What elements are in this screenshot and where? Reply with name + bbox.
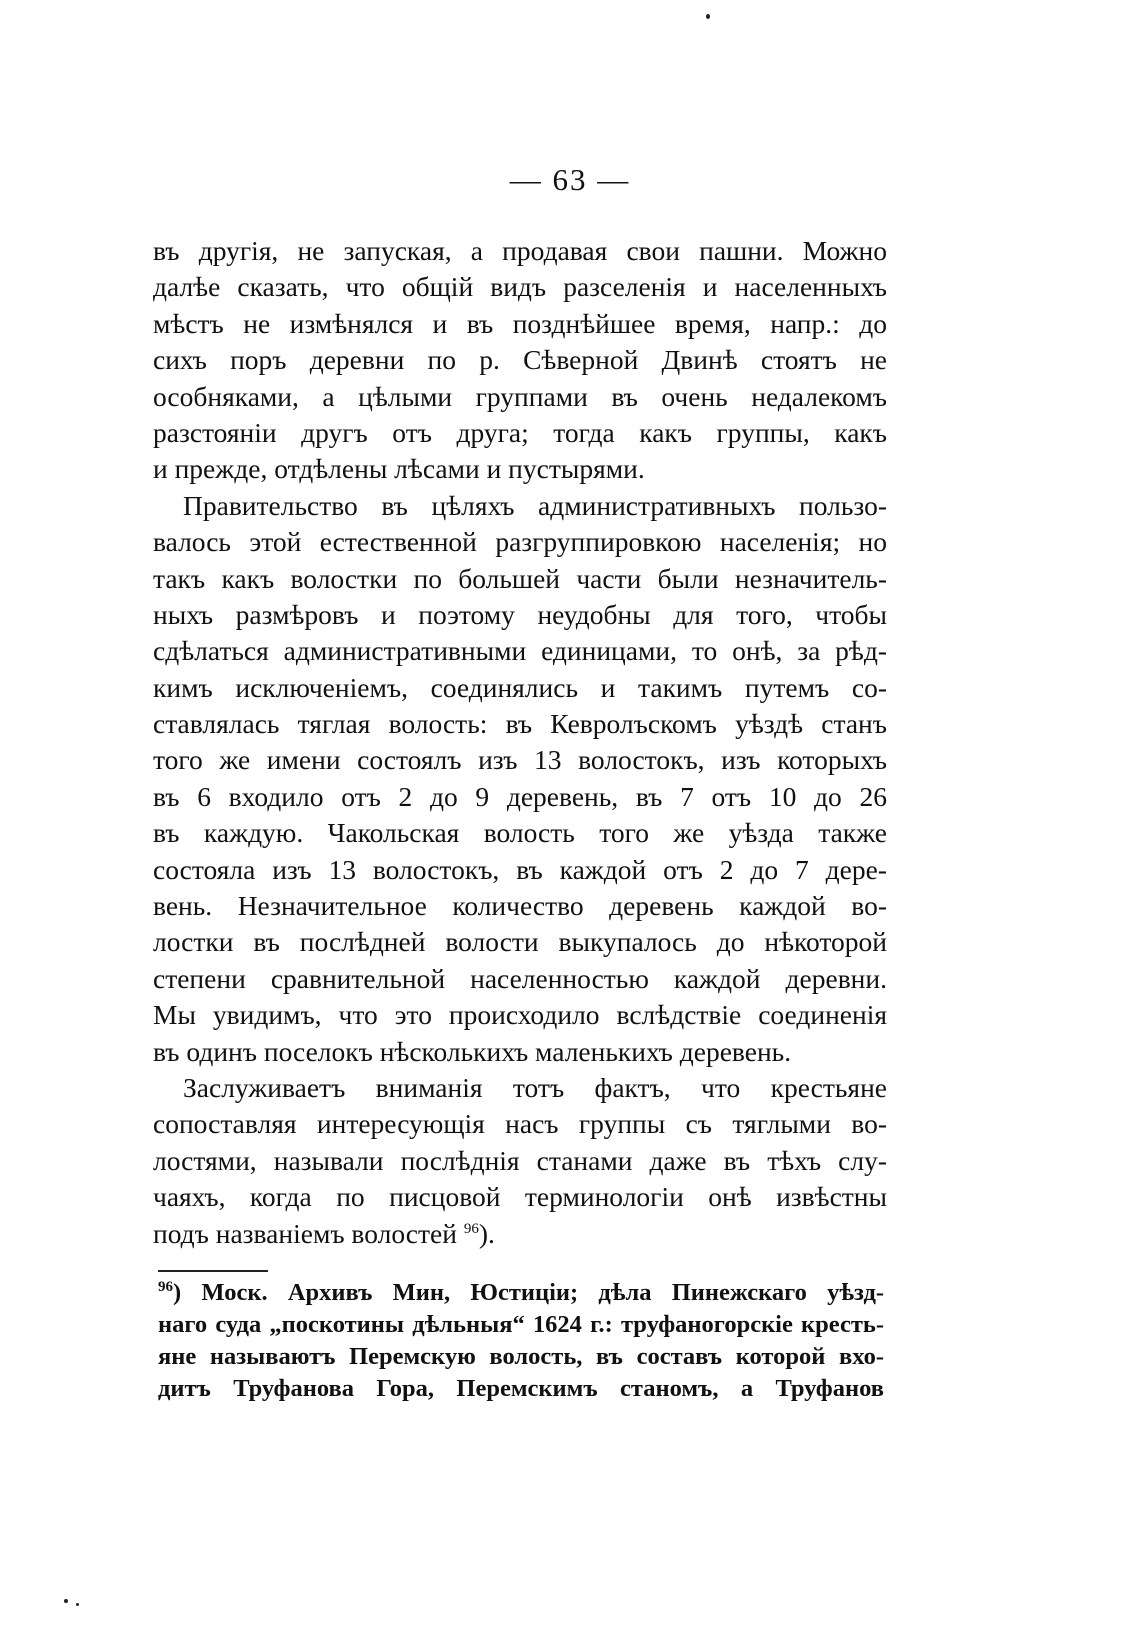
text-line: сопоставляя интересующія насъ группы съ тяглыми во- — [153, 1108, 887, 1140]
paragraph-1 — [153, 233, 887, 488]
text-line: лостки въ послѣдней волости выкупалось до нѣкоторой — [153, 926, 887, 958]
paragraph-2 — [153, 488, 887, 1070]
scan-speck — [706, 14, 710, 19]
text-line: сихъ поръ деревни по р. Сѣверной Двинѣ стоятъ не — [153, 344, 887, 376]
text-line: кимъ исключеніемъ, соединялись и такимъ путемъ со- — [153, 671, 887, 703]
text-line: того же имени состоялъ изъ 13 волостокъ, изъ которыхъ — [153, 744, 887, 776]
footnote-reference[interactable]: 96 — [463, 1220, 479, 1237]
text-line: такъ какъ волостки по большей части были незначитель- — [153, 562, 887, 594]
text-line: Заслуживаетъ вниманія тотъ фактъ, что крестьяне — [183, 1071, 887, 1103]
text-line: и прежде, отдѣлены лѣсами и пустырями. — [153, 453, 645, 485]
footnote-marker: 96 — [158, 1278, 173, 1295]
text-line — [153, 1216, 887, 1252]
text-line: разстояніи другъ отъ друга; тогда какъ группы, какъ — [153, 416, 887, 448]
text-line: лостями, называли послѣднія станами даже въ тѣхъ слу- — [153, 1144, 887, 1176]
text-line: въ другія, не запуская, а продавая свои пашни. Можно — [153, 235, 887, 266]
scan-speck — [76, 1603, 79, 1606]
text-line: вень. Незначительное количество деревень каждой во- — [153, 890, 887, 922]
page-number: — 63 — — [509, 162, 631, 197]
text-line: состояла изъ 13 волостокъ, въ каждой отъ 2 до 7 дере- — [153, 853, 887, 885]
footnote-marker-close: ) — [173, 1279, 182, 1306]
body-text — [153, 233, 887, 1252]
footnote-line: дитъ Труфанова Гора, Перемскимъ станомъ, а Труфанов — [158, 1375, 884, 1402]
footnote-line — [158, 1277, 884, 1309]
text-line: далѣе сказать, что общій видъ разселенія и населенныхъ — [153, 271, 887, 303]
text-line: мѣстъ не измѣнялся и въ позднѣйшее время, напр.: до — [153, 307, 887, 339]
paragraph-3 — [153, 1070, 887, 1252]
text-line: въ 6 входило отъ 2 до 9 деревень, въ 7 отъ 10 до 26 — [153, 780, 887, 812]
text-line: Правительство въ цѣляхъ административныхъ пользо- — [183, 489, 887, 521]
text-line: ставлялась тяглая волость: въ Кевролъскомъ уѣздѣ станъ — [153, 708, 887, 740]
text-fragment: подъ названіемъ волостей — [153, 1217, 457, 1249]
text-line: въ каждую. Чакольская волость того же уѣзда также — [153, 817, 887, 849]
footnote-line: наго суда „поскотины дѣльныя“ 1624 г.: труфаногорскіе кресть- — [158, 1311, 884, 1338]
text-fragment: ). — [478, 1217, 495, 1249]
text-line: сдѣлаться административными единицами, то онѣ, за рѣд- — [153, 635, 887, 667]
text-line: Мы увидимъ, что это происходило вслѣдствіе соединенія — [153, 999, 887, 1031]
text-line: чаяхъ, когда по писцовой терминологіи онѣ извѣстны — [153, 1181, 887, 1213]
text-line: въ одинъ поселокъ нѣсколькихъ маленькихъ деревень. — [153, 1035, 792, 1067]
footnote-line: яне называютъ Перемскую волость, въ составъ которой вхо- — [158, 1343, 884, 1370]
text-fragment: Моск. Архивъ Мин, Юстиціи; дѣла Пинежскаго уѣзд- — [201, 1279, 885, 1306]
text-line: степени сравнительной населенностью каждой деревни. — [153, 962, 887, 994]
text-line: особняками, а цѣлыми группами въ очень недалекомъ — [153, 380, 887, 412]
footnote-divider — [158, 1270, 268, 1272]
scan-speck — [64, 1599, 68, 1603]
footnote — [158, 1277, 884, 1405]
text-line: валось этой естественной разгруппировкою населенія; но — [153, 526, 887, 558]
text-line: ныхъ размѣровъ и поэтому неудобны для того, чтобы — [153, 598, 887, 630]
